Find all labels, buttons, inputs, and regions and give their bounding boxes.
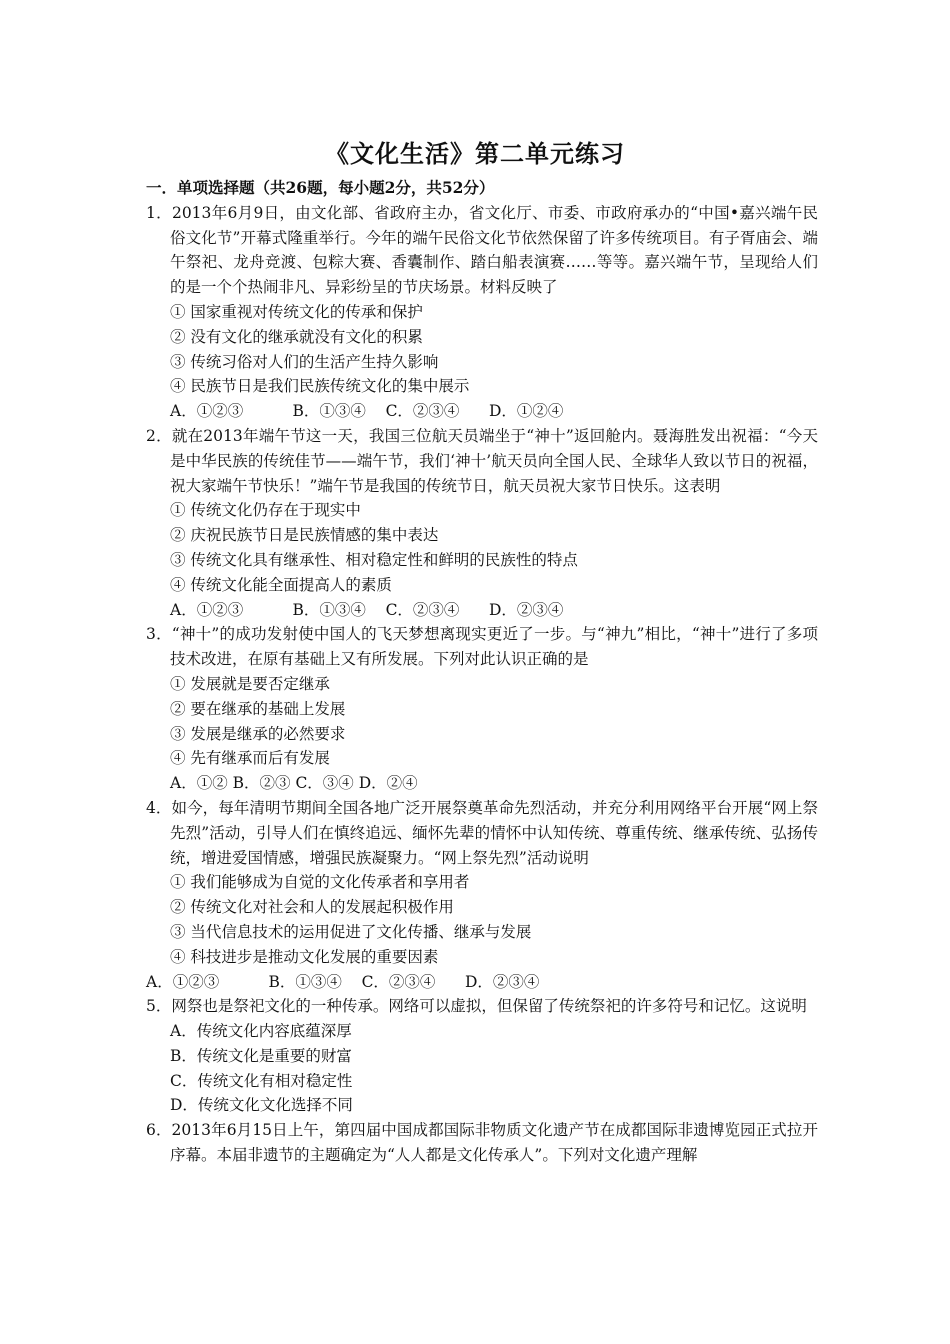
answer-choices: A．①②③ B．①③④ C．②③④ D．①②④ [170, 402, 564, 421]
question-stem: 6．2013年6月15日上午，第四届中国成都国际非物质文化遗产节在成都国际非遗博览园正式拉开序幕。本届非遗节的主题确定为“人人都是文化传承人”。下列对文化遗产理解 [146, 1121, 818, 1165]
statement-1: ① 国家重视对传统文化的传承和保护 [170, 302, 423, 321]
document-title: 《文化生活》第二单元练习 [325, 139, 625, 168]
statement-3: ③ 传统文化具有继承性、相对稳定性和鲜明的民族性的特点 [170, 550, 578, 569]
answer-choices: A．①② B．②③ C．③④ D．②④ [170, 774, 418, 793]
question-stem: 1．2013年6月9日，由文化部、省政府主办，省文化厅、市委、市政府承办的“中国•嘉兴端午民俗文化节”开幕式隆重举行。今年的端午民俗文化节依然保留了许多传统项目。有子胥庙会、端午祭祀、龙舟竞渡、包粽大赛、香囊制作、踏白船表演赛……等等。嘉兴端午节，呈现给人们的是一个个热闹非凡、异彩纷呈的节庆场景。材料反映了 [146, 203, 818, 297]
option-a: A．传统文化内容底蕴深厚 [170, 1022, 352, 1041]
statement-2: ② 要在继承的基础上发展 [170, 699, 346, 718]
statement-1: ① 传统文化仍存在于现实中 [170, 501, 361, 520]
statement-4: ④ 先有继承而后有发展 [170, 749, 330, 768]
question-6 [146, 1118, 818, 1168]
option-d: D．传统文化文化选择不同 [170, 1096, 353, 1115]
question-1 [146, 201, 818, 424]
statement-2: ② 传统文化对社会和人的发展起积极作用 [170, 898, 454, 917]
statement-2: ② 没有文化的继承就没有文化的积累 [170, 327, 423, 346]
statement-4: ④ 民族节日是我们民族传统文化的集中展示 [170, 377, 470, 396]
statement-4: ④ 传统文化能全面提高人的素质 [170, 575, 392, 594]
section-header: 一．单项选择题（共26题，每小题2分，共52分） [146, 178, 495, 197]
question-5 [146, 994, 818, 1118]
question-stem: 3．“神十”的成功发射使中国人的飞天梦想离现实更近了一步。与“神九”相比，“神十”进行了多项技术改进，在原有基础上又有所发展。下列对此认识正确的是 [146, 625, 818, 669]
option-c: C．传统文化有相对稳定性 [170, 1071, 353, 1090]
statement-1: ① 发展就是要否定继承 [170, 674, 330, 693]
question-stem: 4．如今，每年清明节期间全国各地广泛开展祭奠革命先烈活动，并充分利用网络平台开展“网上祭先烈”活动，引导人们在慎终追远、缅怀先辈的情怀中认知传统、尊重传统、继承传统、弘扬传统，增进爱国情感，增强民族凝聚力。“网上祭先烈”活动说明 [146, 798, 818, 867]
answer-choices: A．①②③ B．①③④ C．②③④ D．②③④ [170, 600, 564, 619]
question-stem: 2．就在2013年端午节这一天，我国三位航天员端坐于“神十”返回舱内。聂海胜发出祝福：“今天是中华民族的传统佳节——端午节，我们‘神十’航天员向全国人民、全球华人致以节日的祝福，祝大家端午节快乐！”端午节是我国的传统节日，航天员祝大家节日快乐。这表明 [146, 426, 818, 495]
question-4 [146, 796, 818, 994]
answer-choices: A．①②③ B．①③④ C．②③④ D．②③④ [146, 972, 540, 991]
statement-4: ④ 科技进步是推动文化发展的重要因素 [170, 947, 439, 966]
statement-2: ② 庆祝民族节日是民族情感的集中表达 [170, 526, 439, 545]
option-b: B．传统文化是重要的财富 [170, 1046, 352, 1065]
statement-3: ③ 当代信息技术的运用促进了文化传播、继承与发展 [170, 922, 532, 941]
statement-3: ③ 传统习俗对人们的生活产生持久影响 [170, 352, 439, 371]
document-body [146, 176, 818, 1168]
question-2 [146, 424, 818, 622]
question-3 [146, 622, 818, 796]
question-stem: 5．网祭也是祭祀文化的一种传承。网络可以虚拟，但保留了传统祭祀的许多符号和记忆。这说明 [146, 997, 807, 1016]
statement-3: ③ 发展是继承的必然要求 [170, 724, 346, 743]
statement-1: ① 我们能够成为自觉的文化传承者和享用者 [170, 873, 470, 892]
